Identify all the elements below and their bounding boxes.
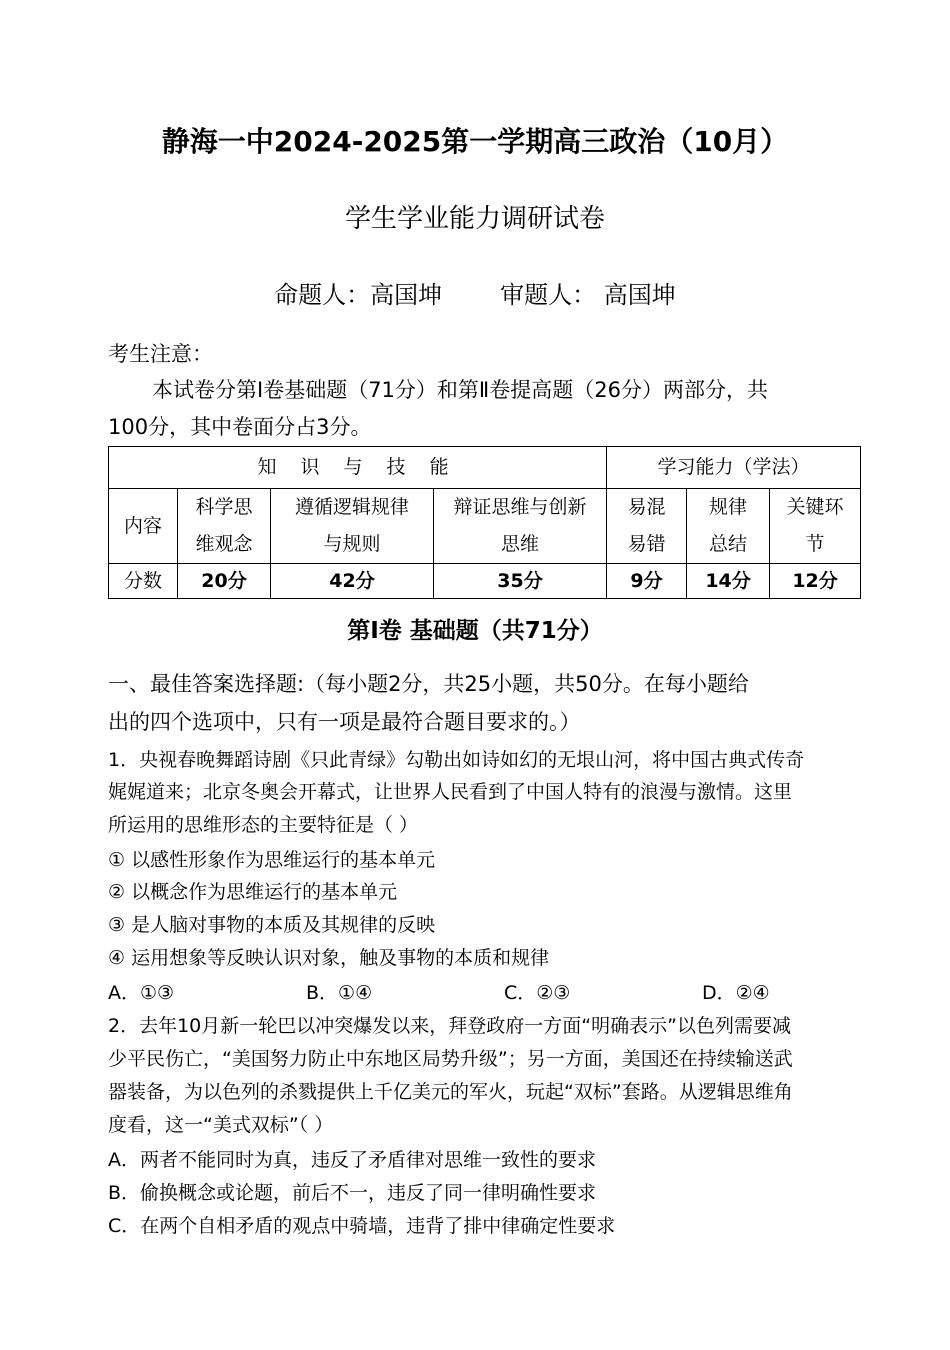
setter: 命题人：高国坤 [274,281,443,309]
row-label-score: 分数 [109,564,178,599]
option-c: C．②③ [504,982,571,1004]
content-cell: 辩证思维与创新 思维 [434,489,607,564]
score-distribution-table [108,446,861,599]
group-knowledge: 知 识 与 技 能 [109,447,607,489]
question-1-item: ③ 是人脑对事物的本质及其规律的反映 [108,914,436,936]
group-ability: 学习能力（学法） [607,447,861,489]
exam-authors [0,275,950,310]
reviewer: 审题人： 高国坤 [500,281,676,309]
notice-line2: 100分，其中卷面分占3分。 [108,415,372,439]
question-1-line: 娓娓道来；北京冬奥会开幕式，让世界人民看到了中国人特有的浪漫与激情。这里 [108,781,793,803]
notice-label: 考生注意： [108,342,213,366]
exam-title-line1: 静海一中2024-2025第一学期高三政治（10月） [161,125,789,158]
question-1-item: ② 以概念作为思维运行的基本单元 [108,881,398,903]
exam-title-line2: 学生学业能力调研试卷 [344,204,605,234]
option-a: A．两者不能同时为真，违反了矛盾律对思维一致性的要求 [108,1149,596,1171]
question-1-line: 1．央视春晚舞蹈诗剧《只此青绿》勾勒出如诗如幻的无垠山河，将中国古典式传奇 [108,749,805,771]
question-1-item: ④ 运用想象等反映认识对象，触及事物的本质和规律 [108,947,550,969]
section-instruction-line1: 一、最佳答案选择题:（每小题2分，共25小题，共50分。在每小题给 [108,672,749,696]
score-cell: 12分 [770,564,861,599]
score-cell: 42分 [271,564,434,599]
notice-line1: 本试卷分第Ⅰ卷基础题（71分）和第Ⅱ卷提高题（26分）两部分，共 [152,378,768,402]
content-cell: 易混 易错 [607,489,687,564]
question-2-line: 度看，这一“美式双标”（ ） [108,1114,334,1136]
question-2-line: 少平民伤亡，“美国努力防止中东地区局势升级”；另一方面，美国还在持续输送武 [108,1048,793,1070]
question-2-line: 2．去年10月新一轮巴以冲突爆发以来，拜登政府一方面“明确表示”以色列需要减 [108,1015,791,1037]
content-cell: 规律 总结 [687,489,770,564]
content-cell: 关键环 节 [770,489,861,564]
score-cell: 9分 [607,564,687,599]
content-cell: 科学思 维观念 [178,489,271,564]
option-c: C．在两个自相矛盾的观点中骑墙，违背了排中律确定性要求 [108,1215,616,1237]
question-2-line: 器装备，为以色列的杀戮提供上千亿美元的军火，玩起“双标”套路。从逻辑思维角 [108,1081,793,1103]
option-b: B．①④ [306,982,373,1004]
score-cell: 14分 [687,564,770,599]
option-d: D．②④ [702,982,770,1004]
section-instruction-line2: 出的四个选项中，只有一项是最符合题目要求的。） [108,710,581,734]
question-1-line: 所运用的思维形态的主要特征是（ ） [108,814,419,836]
score-cell: 20分 [178,564,271,599]
question-1-item: ① 以感性形象作为思维运行的基本单元 [108,849,436,871]
row-label-content: 内容 [109,489,178,564]
content-cell: 遵循逻辑规律 与规则 [271,489,434,564]
section-heading: 第Ⅰ卷 基础题（共71分） [347,618,603,644]
question-1-options [108,978,900,1005]
option-b: B．偷换概念或论题，前后不一，违反了同一律明确性要求 [108,1182,597,1204]
score-cell: 35分 [434,564,607,599]
option-a: A．①③ [108,982,175,1004]
